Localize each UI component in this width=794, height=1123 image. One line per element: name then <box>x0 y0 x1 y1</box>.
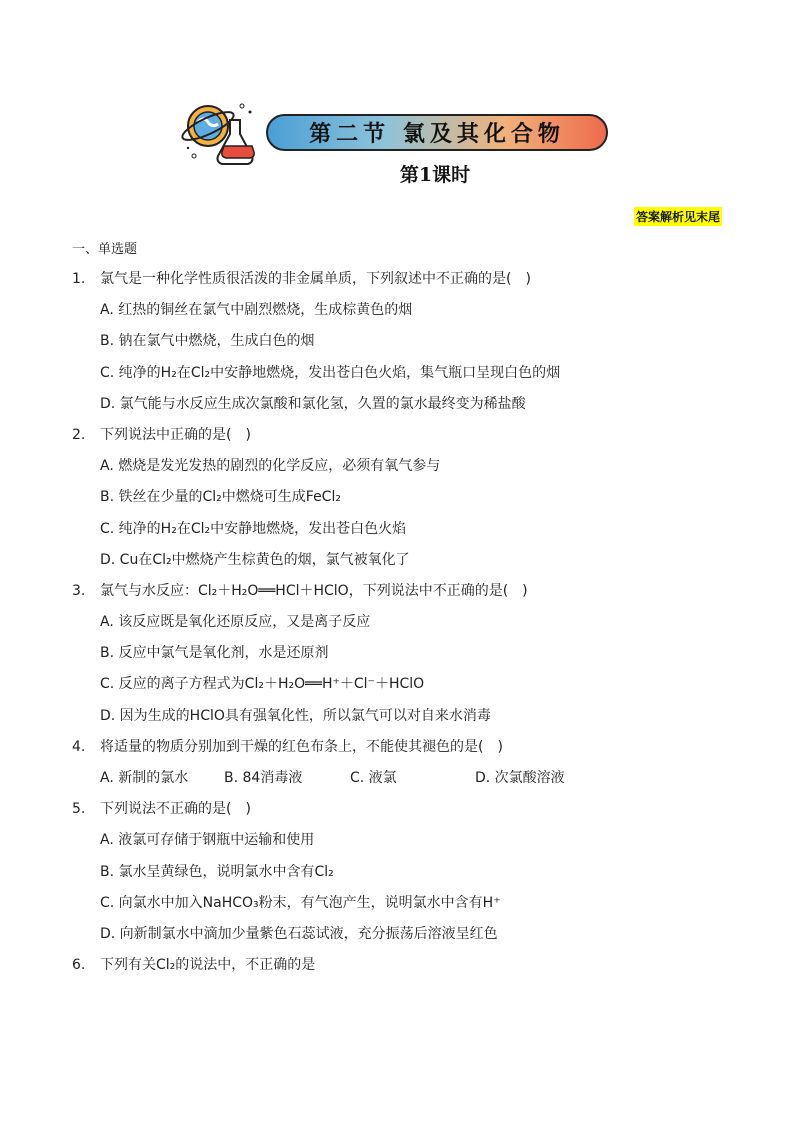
answer-option: A. 液氯可存储于钢瓶中运输和使用 <box>100 832 315 849</box>
question-text: 氯气是一种化学性质很活泼的非金属单质，下列叙述中不正确的是( ) <box>100 271 531 287</box>
question-stem <box>72 735 732 766</box>
answer-option: A. 燃烧是发光发热的剧烈的化学反应，必须有氧气参与 <box>100 458 441 475</box>
question-number: 3. <box>72 582 86 599</box>
question-text: 下列有关Cl₂的说法中，不正确的是 <box>100 957 316 974</box>
answer-option: B. 铁丝在少量的Cl₂中燃烧可生成FeCl₂ <box>100 489 341 506</box>
question-text: 下列说法不正确的是( ) <box>100 801 251 818</box>
answer-option: D. 因为生成的HClO具有强氧化性，所以氯气可以对自来水消毒 <box>100 707 491 724</box>
question-text: 下列说法中正确的是( ) <box>100 426 251 443</box>
question-text: 将适量的物质分别加到干燥的红色布条上，不能使其褪色的是( ) <box>100 738 503 755</box>
question-stem <box>72 579 732 610</box>
page-title: 第二节 氯及其化合物 <box>309 121 565 147</box>
title-banner <box>266 114 608 151</box>
answer-option: B. 氯水呈黄绿色，说明氯水中含有Cl₂ <box>100 863 334 880</box>
answer-option: C. 反应的离子方程式为Cl₂＋H₂O══H⁺＋Cl⁻＋HClO <box>100 676 425 693</box>
answer-option: D. Cu在Cl₂中燃烧产生棕黄色的烟，氯气被氧化了 <box>100 551 410 568</box>
answer-option: A. 红热的铜丝在氯气中剧烈燃烧，生成棕黄色的烟 <box>100 302 413 319</box>
question-text: 氯气与水反应：Cl₂＋H₂O══HCl＋HClO，下列说法中不正确的是( ) <box>100 582 528 599</box>
question-number: 1. <box>72 271 86 287</box>
answer-option: B. 84消毒液 <box>224 770 303 786</box>
section-title: 一、单选题 <box>72 242 138 257</box>
question-list <box>72 267 732 984</box>
answer-option: C. 纯净的H₂在Cl₂中安静地燃烧，发出苍白色火焰 <box>100 520 407 537</box>
answer-option: D. 次氯酸溶液 <box>475 770 565 786</box>
answer-option: A. 新制的氯水 <box>100 770 189 786</box>
question-stem <box>72 953 732 984</box>
question-number: 6. <box>72 957 86 974</box>
answer-option: D. 氯气能与水反应生成次氯酸和氯化氢，久置的氯水最终变为稀盐酸 <box>100 395 526 412</box>
question-number: 5. <box>72 801 86 818</box>
lesson-subtitle: 第1课时 <box>399 164 471 186</box>
answer-option: D. 向新制氯水中滴加少量紫色石蕊试液，充分振荡后溶液呈红色 <box>100 925 498 942</box>
answer-option: B. 钠在氯气中燃烧，生成白色的烟 <box>100 333 315 350</box>
answer-option: C. 液氯 <box>350 770 397 786</box>
answer-option: B. 反应中氯气是氧化剂，水是还原剂 <box>100 645 329 662</box>
question-stem <box>72 797 732 828</box>
answer-note-badge: 答案解析见末尾 <box>634 207 722 226</box>
answer-option: C. 纯净的H₂在Cl₂中安静地燃烧，发出苍白色火焰，集气瓶口呈现白色的烟 <box>100 364 561 381</box>
answer-option: A. 该反应既是氧化还原反应，又是离子反应 <box>100 614 371 631</box>
question-stem <box>72 423 732 454</box>
question-number: 4. <box>72 738 86 755</box>
inline-options <box>72 766 732 797</box>
answer-option: C. 向氯水中加入NaHCO₃粉末，有气泡产生，说明氯水中含有H⁺ <box>100 894 501 911</box>
question-number: 2. <box>72 426 86 443</box>
question-stem <box>72 267 732 298</box>
